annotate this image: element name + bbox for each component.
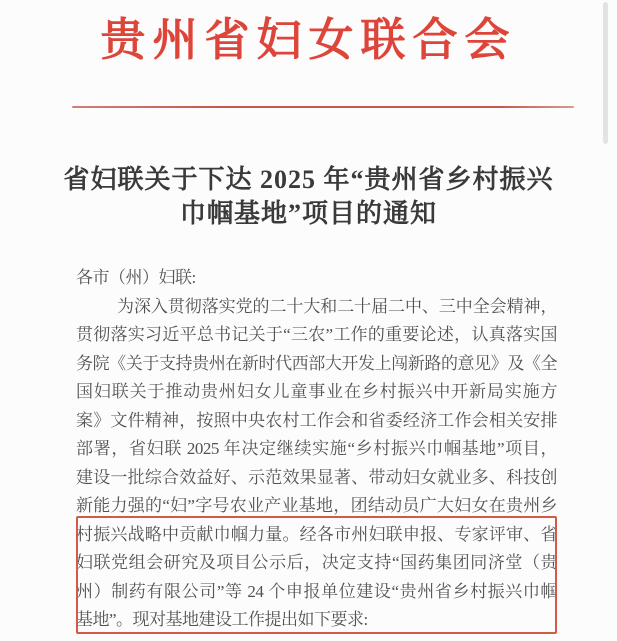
body-line: 基地”。现对基地建设工作提出如下要求: xyxy=(76,610,368,629)
body-line: 贯彻落实习近平总书记关于“三农”工作的重要论述，认真落实国 xyxy=(76,325,557,344)
letterhead-org-name: 贵州省妇女联合会 xyxy=(100,15,517,65)
body-line: 为深入贯彻落实党的二十大和二十届二中、三中全会精神， xyxy=(117,296,557,316)
body-line: 妇联党组会研究及项目公示后，决定支持“国药集团同济堂（贵 xyxy=(76,553,557,572)
scrollbar-thumb[interactable] xyxy=(603,2,608,144)
body-line: 务院《关于支持贵州在新时代西部大开发上闯新路的意见》及《全 xyxy=(76,353,557,373)
body-line: 建设一批综合效益好、示范效果显著、带动妇女就业多、科技创 xyxy=(76,467,557,487)
document-title-line2: 巾帼基地”项目的通知 xyxy=(179,199,437,228)
body-line: 村振兴战略中贡献巾帼力量。经各市州妇联申报、专家评审、省 xyxy=(76,524,557,544)
body-line: 新能力强的“妇”字号农业产业基地，团结动员广大妇女在贵州乡 xyxy=(76,496,557,515)
body-line: 部署，省妇联 2025 年决定继续实施“乡村振兴巾帼基地”项目， xyxy=(76,439,557,458)
document-body xyxy=(76,264,557,635)
letterhead-divider xyxy=(72,106,574,108)
document-title xyxy=(0,163,617,231)
body-line: 各市（州）妇联: xyxy=(76,268,196,287)
document-title-line1: 省妇联关于下达 2025 年“贵州省乡村振兴 xyxy=(63,165,554,194)
body-line: 州）制药有限公司”等 24 个申报单位建设“贵州省乡村振兴巾帼 xyxy=(76,581,557,601)
body-line: 案》文件精神，按照中央农村工作会和省委经济工作会相关安排 xyxy=(76,410,557,430)
body-line: 国妇联关于推动贵州妇女儿童事业在乡村振兴中开新局实施方 xyxy=(76,382,557,401)
